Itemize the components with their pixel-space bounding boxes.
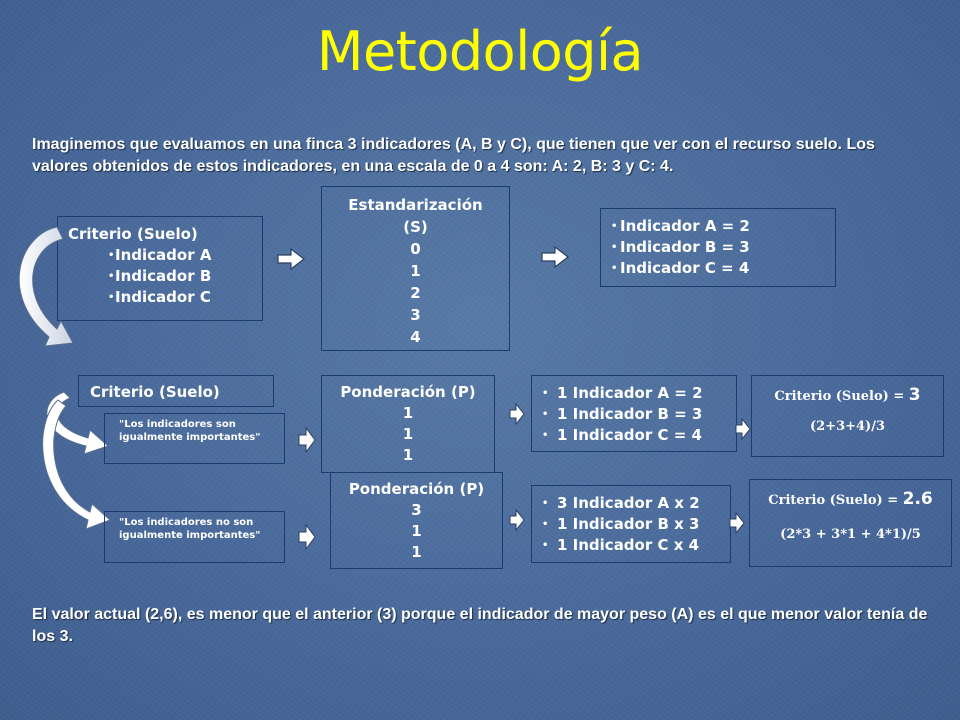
weighted-indicators-box-1 xyxy=(531,375,737,452)
list-item: • 1 Indicador C = 4 xyxy=(542,426,702,444)
list-item: • 3 Indicador A x 2 xyxy=(542,494,700,512)
right-arrow-icon xyxy=(509,403,525,425)
estandarizacion-box xyxy=(321,186,510,351)
scale-value: 3 xyxy=(410,306,421,324)
right-arrow-icon xyxy=(277,248,305,270)
result-formula: (2+3+4)/3 xyxy=(809,419,886,434)
quote-text: "Los indicadores no son igualmente importantes" xyxy=(119,517,261,541)
weighted-indicator-list xyxy=(542,493,730,556)
result-value: 2.6 xyxy=(902,489,933,509)
ponderacion-title: Ponderación (P) xyxy=(340,383,476,401)
right-arrow-icon xyxy=(509,509,525,531)
intro-paragraph: Imaginemos que evaluamos en una finca 3 indicadores (A, B y C), que tienen que ver con el recurso suelo. Los valores obtenidos de estos indicadores, en una escala de 0 a 4 son: A: 2, B: 3 y C: 4. xyxy=(32,136,875,175)
list-item: • Indicador B = 3 xyxy=(611,238,750,256)
result-formula: (2*3 + 3*1 + 4*1)/5 xyxy=(780,527,921,542)
ponderacion-box-1 xyxy=(321,375,495,473)
weight-value: 3 xyxy=(411,501,422,519)
right-arrow-icon xyxy=(298,427,316,453)
criterio-box-title: Criterio (Suelo) xyxy=(68,225,198,243)
result-label: Criterio (Suelo) = xyxy=(768,493,903,508)
criterio-indicator-list xyxy=(108,245,262,308)
weighted-indicator-list xyxy=(542,383,736,446)
conclusion-paragraph: El valor actual (2,6), es menor que el anterior (3) porque el indicador de mayor peso (A) es el que menor valor tenía de los 3. xyxy=(32,606,928,645)
right-arrow-icon xyxy=(298,524,316,550)
indicator-values-list xyxy=(611,216,835,279)
curved-arrow-icon xyxy=(34,398,114,538)
criterio-label: Criterio (Suelo) xyxy=(90,383,220,401)
list-item: • 1 Indicador B = 3 xyxy=(542,405,703,423)
scale-value: 4 xyxy=(410,328,421,346)
result-box-1 xyxy=(751,375,944,457)
weight-value: 1 xyxy=(402,425,414,443)
list-item: • Indicador C xyxy=(108,288,211,306)
ponderacion-title: Ponderación (P) xyxy=(348,480,485,498)
estandarizacion-symbol: (S) xyxy=(403,218,428,236)
scale-value: 1 xyxy=(410,262,421,280)
result-label: Criterio (Suelo) = xyxy=(774,389,909,404)
result-box-2 xyxy=(749,479,952,567)
weight-value: 1 xyxy=(411,543,422,561)
scale-value: 0 xyxy=(410,240,421,258)
result-value: 3 xyxy=(908,385,921,405)
list-item: • 1 Indicador B x 3 xyxy=(542,515,700,533)
weighted-indicators-box-2 xyxy=(531,485,731,563)
right-arrow-icon xyxy=(735,418,751,440)
result-line xyxy=(752,385,943,405)
estandarizacion-title: Estandarización xyxy=(348,196,483,214)
weight-value: 1 xyxy=(402,404,414,422)
list-item: • 1 Indicador A = 2 xyxy=(542,384,703,402)
list-item: • Indicador C = 4 xyxy=(611,259,750,277)
result-line xyxy=(750,489,951,509)
indicator-values-box xyxy=(600,208,836,287)
list-item: • Indicador B xyxy=(108,267,212,285)
ponderacion-box-2 xyxy=(330,472,503,569)
weight-value: 1 xyxy=(402,446,414,464)
weight-value: 1 xyxy=(411,522,422,540)
criterio-box xyxy=(57,216,263,321)
list-item: • Indicador A xyxy=(108,246,212,264)
list-item: • 1 Indicador C x 4 xyxy=(542,536,700,554)
slide-title: Metodología xyxy=(316,20,644,83)
quote-text: "Los indicadores son igualmente importantes" xyxy=(119,419,261,443)
right-arrow-icon xyxy=(541,246,569,268)
right-arrow-icon xyxy=(729,512,745,534)
curved-arrow-icon xyxy=(5,225,85,355)
quote-box-equal xyxy=(104,413,285,464)
scale-value: 2 xyxy=(410,284,421,302)
list-item: • Indicador A = 2 xyxy=(611,217,750,235)
quote-box-unequal xyxy=(104,511,285,563)
